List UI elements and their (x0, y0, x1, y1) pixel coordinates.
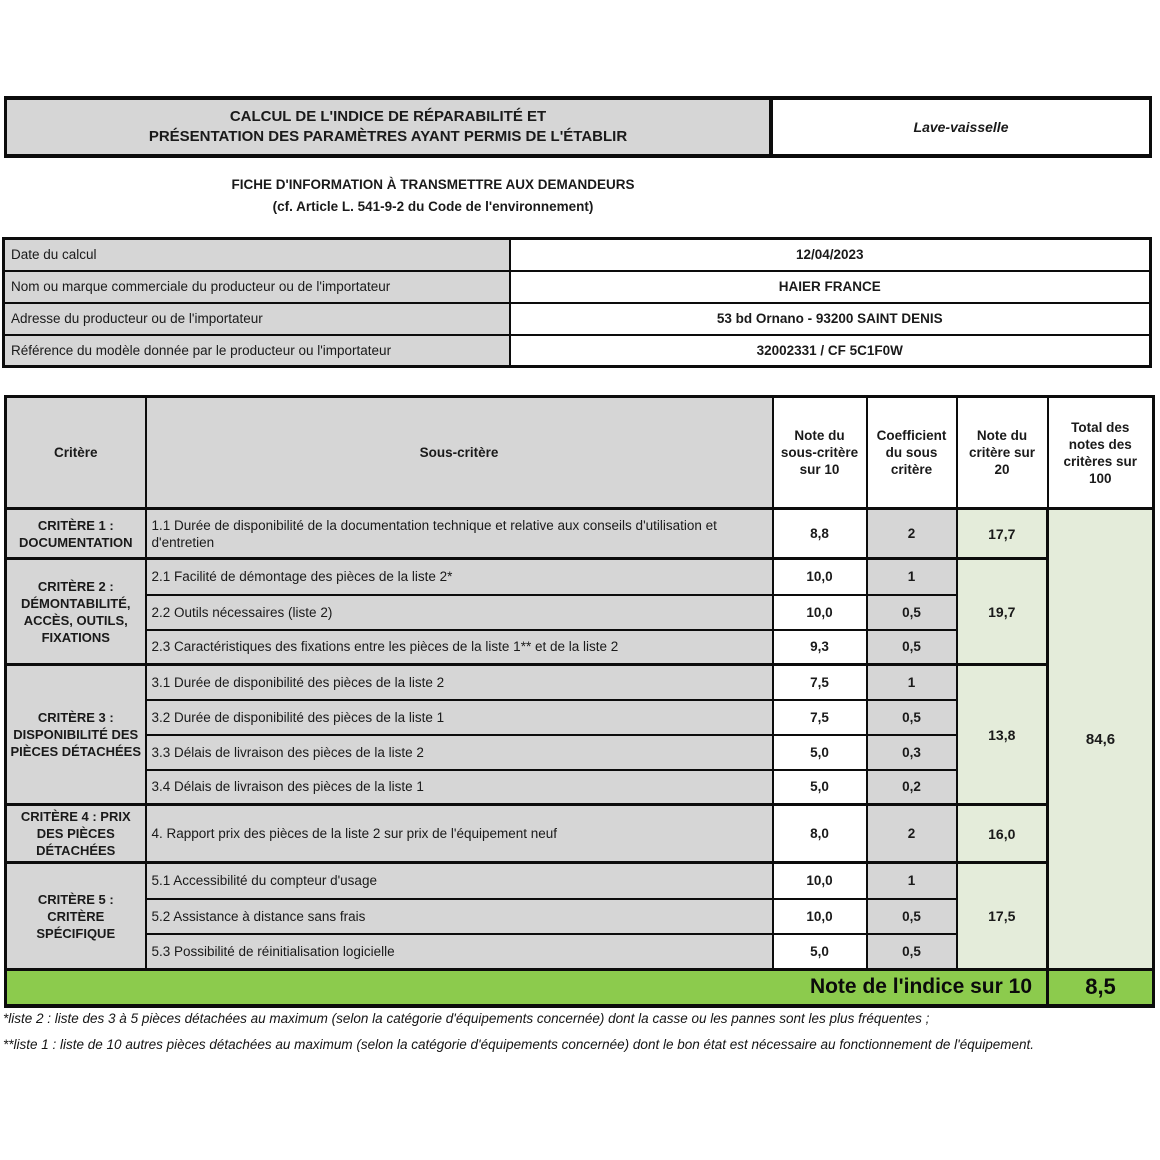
info-row-reference (4, 335, 1151, 367)
product-category-label: Lave-vaisselle (913, 119, 1009, 135)
subcriterion-text: 3.4 Délais de livraison des pièces de la liste 1 (146, 770, 773, 805)
subcriterion-text: 3.1 Durée de disponibilité des pièces de la liste 2 (146, 665, 773, 700)
subcriterion-text: 2.3 Caractéristiques des fixations entre les pièces de la liste 1** et de la liste 2 (146, 630, 773, 665)
subcriterion-note: 7,5 (773, 700, 867, 735)
criterion-group-label: CRITÈRE 2 : DÉMONTABILITÉ, ACCÈS, OUTILS, FIXATIONS (6, 559, 146, 665)
subcriterion-note: 8,0 (773, 805, 867, 863)
subcriterion-coefficient: 0,5 (867, 700, 957, 735)
subcriterion-note: 10,0 (773, 863, 867, 899)
subcriterion-note: 10,0 (773, 559, 867, 595)
table-row (6, 509, 1154, 559)
subcriterion-coefficient: 0,5 (867, 899, 957, 934)
info-value: 32002331 / CF 5C1F0W (510, 335, 1151, 367)
info-row-address (4, 303, 1151, 335)
subcriterion-coefficient: 1 (867, 665, 957, 700)
document-title-line1: CALCUL DE L'INDICE DE RÉPARABILITÉ ET (229, 108, 547, 125)
subcriterion-coefficient: 0,2 (867, 770, 957, 805)
subcriterion-note: 10,0 (773, 899, 867, 934)
criterion-note-20: 19,7 (957, 559, 1048, 665)
subcriterion-text: 5.2 Assistance à distance sans frais (146, 899, 773, 934)
subtitle-line2: (cf. Article L. 541-9-2 du Code de l'environnement) (272, 199, 594, 214)
info-value: HAIER FRANCE (510, 271, 1151, 303)
subcriterion-coefficient: 2 (867, 805, 957, 863)
header-block (4, 96, 1152, 158)
criterion-group-label: CRITÈRE 3 : DISPONIBILITÉ DES PIÈCES DÉTACHÉES (6, 665, 146, 805)
subcriterion-coefficient: 0,5 (867, 595, 957, 630)
footnote-liste2: *liste 2 : liste des 3 à 5 pièces détachées au maximum (selon la catégorie d'équipements concernée) dont la casse ou les pannes sont les plus fréquentes ; (3, 1011, 930, 1026)
table-row (6, 805, 1154, 863)
subcriterion-note: 8,8 (773, 509, 867, 559)
header-critere: Critère (6, 397, 146, 509)
subcriterion-coefficient: 0,3 (867, 735, 957, 770)
info-row-brand (4, 271, 1151, 303)
subcriterion-note: 7,5 (773, 665, 867, 700)
index-score-label: Note de l'indice sur 10 (6, 970, 1048, 1006)
subcriterion-note: 5,0 (773, 770, 867, 805)
subtitle-block (0, 174, 866, 218)
criterion-note-20: 16,0 (957, 805, 1048, 863)
criteria-table (4, 395, 1155, 1008)
info-value: 53 bd Ornano - 93200 SAINT DENIS (510, 303, 1151, 335)
index-score-row (6, 970, 1154, 1006)
subcriterion-coefficient: 1 (867, 559, 957, 595)
subcriterion-text: 2.2 Outils nécessaires (liste 2) (146, 595, 773, 630)
criterion-note-20: 13,8 (957, 665, 1048, 805)
footnotes-block (3, 1006, 1157, 1058)
subcriterion-text: 2.1 Facilité de démontage des pièces de la liste 2* (146, 559, 773, 595)
header-sous-critere: Sous-critère (146, 397, 773, 509)
subcriterion-text: 5.1 Accessibilité du compteur d'usage (146, 863, 773, 899)
subcriterion-text: 1.1 Durée de disponibilité de la documentation technique et relative aux conseils d'utilisation et d'entretien (146, 509, 773, 559)
index-score-value: 8,5 (1048, 970, 1154, 1006)
document-title-box (4, 96, 773, 158)
subcriterion-note: 5,0 (773, 735, 867, 770)
subcriterion-text: 4. Rapport prix des pièces de la liste 2 sur prix de l'équipement neuf (146, 805, 773, 863)
product-info-table (2, 237, 1152, 368)
subcriterion-coefficient: 0,5 (867, 934, 957, 970)
document-title-line2: PRÉSENTATION DES PARAMÈTRES AYANT PERMIS DE L'ÉTABLIR (148, 128, 628, 145)
info-label: Date du calcul (4, 239, 510, 271)
info-label: Nom ou marque commerciale du producteur ou de l'importateur (4, 271, 510, 303)
subcriterion-text: 3.3 Délais de livraison des pièces de la liste 2 (146, 735, 773, 770)
subtitle-line1: FICHE D'INFORMATION À TRANSMETTRE AUX DEMANDEURS (231, 177, 635, 192)
subcriterion-note: 10,0 (773, 595, 867, 630)
criterion-group-label: CRITÈRE 1 : DOCUMENTATION (6, 509, 146, 559)
subcriterion-coefficient: 2 (867, 509, 957, 559)
header-note-critere: Note du critère sur 20 (957, 397, 1048, 509)
info-row-date (4, 239, 1151, 271)
criterion-note-20: 17,7 (957, 509, 1048, 559)
footnote-liste1: **liste 1 : liste de 10 autres pièces détachées au maximum (selon la catégorie d'équipements concernée) dont le bon état est nécessaire au fonctionnement de l'équipement. (3, 1037, 1035, 1052)
info-label: Adresse du producteur ou de l'importateur (4, 303, 510, 335)
table-row (6, 665, 1154, 700)
total-notes-100: 84,6 (1048, 509, 1154, 970)
header-coefficient: Coefficient du sous critère (867, 397, 957, 509)
subcriterion-text: 5.3 Possibilité de réinitialisation logicielle (146, 934, 773, 970)
table-row (6, 863, 1154, 899)
criteria-header-row (6, 397, 1154, 509)
subcriterion-coefficient: 0,5 (867, 630, 957, 665)
subcriterion-note: 9,3 (773, 630, 867, 665)
criterion-group-label: CRITÈRE 4 : PRIX DES PIÈCES DÉTACHÉES (6, 805, 146, 863)
header-total: Total des notes des critères sur 100 (1048, 397, 1154, 509)
table-row (6, 559, 1154, 595)
subcriterion-text: 3.2 Durée de disponibilité des pièces de la liste 1 (146, 700, 773, 735)
subcriterion-coefficient: 1 (867, 863, 957, 899)
header-note-sous-critere: Note du sous-critère sur 10 (773, 397, 867, 509)
criterion-group-label: CRITÈRE 5 : CRITÈRE SPÉCIFIQUE (6, 863, 146, 970)
product-category-box (773, 96, 1152, 158)
info-value: 12/04/2023 (510, 239, 1151, 271)
subcriterion-note: 5,0 (773, 934, 867, 970)
criterion-note-20: 17,5 (957, 863, 1048, 970)
info-label: Référence du modèle donnée par le producteur ou l'importateur (4, 335, 510, 367)
